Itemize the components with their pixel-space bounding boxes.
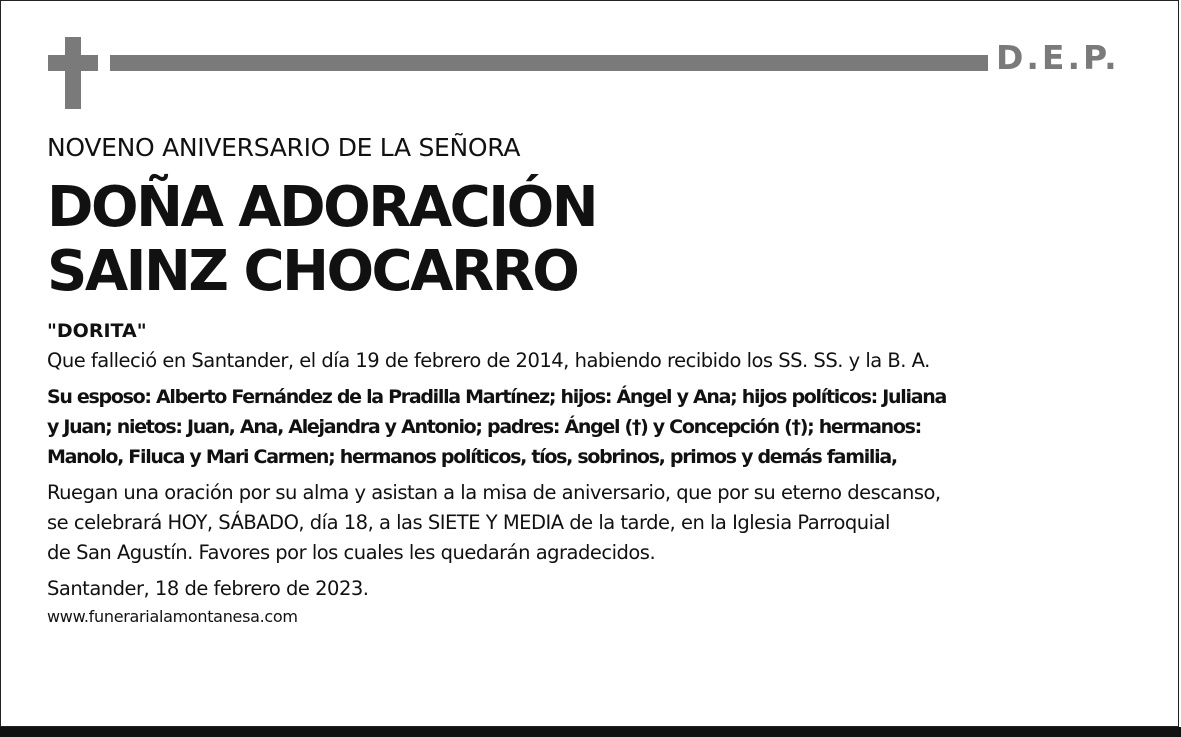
place-date: Santander, 18 de febrero de 2023. [47, 577, 369, 600]
anniversary-subtitle: NOVENO ANIVERSARIO DE LA SEÑORA [47, 133, 521, 162]
notice-body [47, 128, 1137, 628]
cross-icon-arm [48, 55, 98, 71]
mass-request [47, 478, 1137, 568]
family-list [47, 382, 1137, 472]
family-line: Manolo, Filuca y Mari Carmen; hermanos políticos, tíos, sobrinos, primos y demás familia, [47, 446, 897, 468]
family-line: y Juan; nietos: Juan, Ana, Alejandra y Antonio; padres: Ángel (†) y Concepción (†); hermanos: [47, 416, 921, 438]
cross-icon [65, 37, 81, 109]
website-link[interactable]: www.funerarialamontanesa.com [47, 607, 298, 626]
nickname: "DORITA" [47, 320, 147, 342]
dep-label: D.E.P. [996, 38, 1120, 77]
bottom-rule [0, 727, 1181, 737]
request-line: Ruegan una oración por su alma y asistan a la misa de aniversario, que por su eterno descanso, [47, 481, 941, 504]
deceased-name-line-1: DOÑA ADORACIÓN [47, 175, 597, 240]
death-statement: Que falleció en Santander, el día 19 de febrero de 2014, habiendo recibido los SS. SS. y la B. A. [47, 349, 930, 372]
header-rule [110, 55, 988, 71]
family-line: Su esposo: Alberto Fernández de la Pradilla Martínez; hijos: Ángel y Ana; hijos políticos: Juliana [47, 386, 946, 408]
request-line: se celebrará HOY, SÁBADO, día 18, a las SIETE Y MEDIA de la tarde, en la Iglesia Parroquial [47, 511, 890, 534]
request-line: de San Agustín. Favores por los cuales les quedarán agradecidos. [47, 541, 656, 564]
deceased-name-line-2: SAINZ CHOCARRO [47, 239, 578, 304]
